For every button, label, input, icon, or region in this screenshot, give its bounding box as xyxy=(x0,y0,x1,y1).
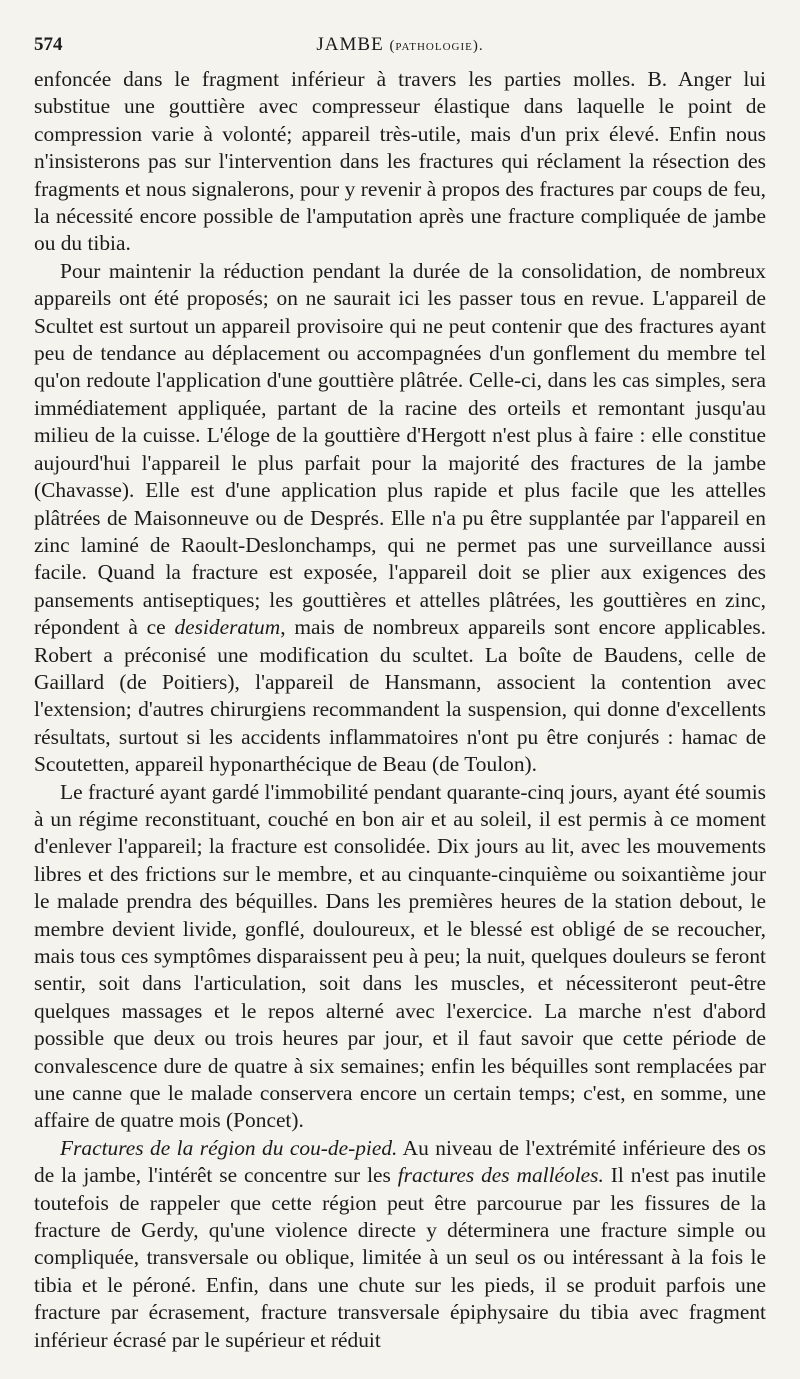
paragraph-text: Le fracturé ayant gardé l'immobilité pendant quarante-cinq jours, ayant été soumis à un régime reconstituant, couché en bon air et au soleil, il est permis à ce moment d'enlever l'appareil; la fracture est consolidée. Dix jours au lit, avec les mouvements libres et des frictions sur le membre, et au cinquante-cinquième ou soixantième jour le malade prendra des béquilles. Dans les premières heures de la station debout, le membre devient livide, gonflé, douloureux, et le blessé est obligé de se recoucher, mais tous ces symptômes disparaissent peu à peu; la nuit, quelques douleurs se feront sentir, soit dans l'articulation, soit dans les muscles, et nécessiteront peut-être quelques massages et le repos alterné avec l'exercice. La marche n'est d'abord possible que deux ou trois heures par jour, et il faut savoir que cette période de convalescence dure de quatre à six semaines; enfin les béquilles sont remplacées par une canne que le malade conservera encore un certain temps; c'est, en somme, une affaire de quatre mois (Poncet). xyxy=(34,779,766,1133)
body-text xyxy=(34,66,766,1354)
page-header xyxy=(34,30,766,60)
paragraph xyxy=(34,66,766,258)
running-head xyxy=(34,34,766,56)
paragraph-text: , mais de nombreux appareils sont encore applicables. Robert a préconisé une modification du scultet. La boîte de Baudens, celle de Gaillard (de Poitiers), l'appareil de Hansmann, associent la contention avec l'extension; d'autres chirurgiens recommandent la suspension, qui donne d'excellents résultats, surtout si les accidents inflammatoires n'ont pu être conjurés : hamac de Scoutetten, appareil hyponarthécique de Beau (de Toulon). xyxy=(34,615,766,777)
running-head-subtitle: (pathologie). xyxy=(389,38,484,54)
page-number: 574 xyxy=(34,34,63,55)
paragraph-text: Au niveau de l'extrémité inférieure des os de la jambe, l'intérêt se concentre sur les xyxy=(34,1135,766,1188)
paragraph-text: enfoncée dans le fragment inférieur à travers les parties molles. B. Anger lui substitue une gouttière avec compresseur élastique dans laquelle le point de compression varie à volonté; appareil très-utile, mais d'un prix élevé. Enfin nous n'insisterons pas sur l'intervention dans les fractures qui réclament la résection des fragments et nous signalerons, pour y revenir à propos des fractures par coups de feu, la nécessité encore possible de l'amputation après une fracture compliquée de jambe ou du tibia. xyxy=(34,67,766,256)
paragraph xyxy=(34,258,766,779)
paragraph xyxy=(34,1135,766,1354)
paragraph-text: Il n'est pas inutile toutefois de rappeler que cette région peut être parcourue par les fissures de la fracture de Gerdy, qu'une violence directe y déterminera une fracture simple ou compliquée, transversale ou oblique, limitée à un seul os ou intéressant à la fois le tibia et le péroné. Enfin, dans une chute sur les pieds, il se produit parfois une fracture par écrasement, fracture transversale épiphysaire du tibia avec fragment inférieur écrasé par le supérieur et réduit xyxy=(34,1163,766,1352)
italic-text: desideratum xyxy=(174,615,281,640)
paragraph-text: Pour maintenir la réduction pendant la durée de la consolidation, de nombreux appareils ont été proposés; on ne saurait ici les passer tous en revue. L'appareil de Scultet est surtout un appareil provisoire qui ne peut contenir que des fractures ayant peu de tendance au déplacement ou accompagnées d'un gonflement du membre tel qu'on redoute l'application d'une gouttière plâtrée. Celle-ci, dans les cas simples, sera immédiatement appliquée, partant de la racine des orteils et remontant jusqu'au milieu de la cuisse. L'éloge de la gouttière d'Hergott n'est plus à faire : elle constitue aujourd'hui l'appareil le plus parfait pour la majorité des fractures de la jambe (Chavasse). Elle est d'une application plus rapide et plus facile que les attelles plâtrées de Maisonneuve ou de Després. Elle n'a pu être supplantée par l'appareil en zinc laminé de Raoult-Deslonchamps, qui ne permet pas une surveillance aussi facile. Quand la fracture est exposée, l'appareil doit se plier aux exigences des pansements antiseptiques; les gouttières et attelles plâtrées, les gouttières en zinc, répondent à ce xyxy=(34,258,766,640)
paragraph xyxy=(34,779,766,1135)
italic-text: Fractures de la région du cou-de-pied. xyxy=(60,1135,398,1160)
running-head-title: JAMBE xyxy=(316,34,384,55)
italic-text: fractures des malléoles. xyxy=(397,1163,604,1188)
